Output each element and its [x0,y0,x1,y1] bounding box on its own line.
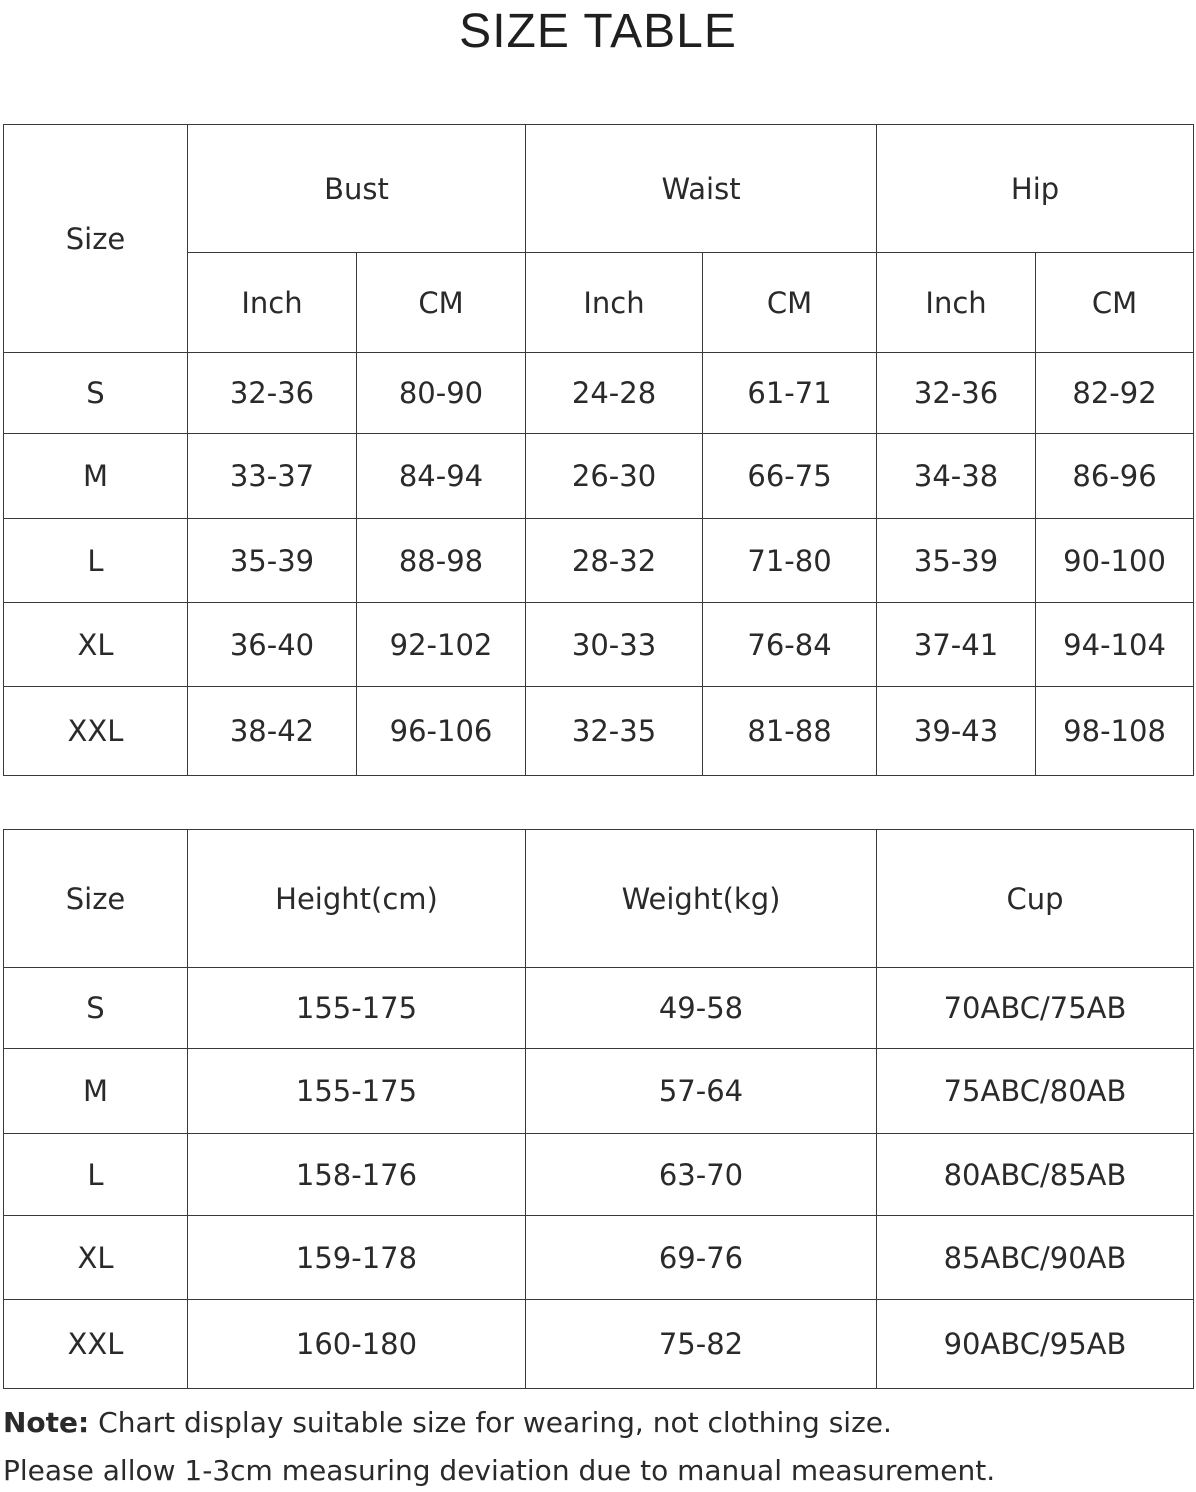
table-row [4,519,1194,603]
measurements-table [3,124,1194,776]
table-row [4,968,1194,1049]
weight-cell: 75-82 [526,1300,877,1389]
value-cell: 32-36 [877,353,1036,434]
size-cell: XXL [4,687,188,776]
value-cell: 98-108 [1036,687,1194,776]
size-cell: L [4,519,188,603]
value-cell: 36-40 [188,603,357,687]
value-cell: 61-71 [703,353,877,434]
value-cell: 81-88 [703,687,877,776]
value-cell: 71-80 [703,519,877,603]
value-cell: 39-43 [877,687,1036,776]
weight-cell: 49-58 [526,968,877,1049]
unit-header: CM [1036,253,1194,353]
cup-header: Cup [877,830,1194,968]
unit-header: Inch [877,253,1036,353]
size-header: Size [4,830,188,968]
cup-cell: 70ABC/75AB [877,968,1194,1049]
size-cell: S [4,353,188,434]
size-header: Size [4,125,188,353]
value-cell: 88-98 [357,519,526,603]
unit-header: CM [703,253,877,353]
weight-cell: 57-64 [526,1049,877,1134]
header-row [4,830,1194,968]
table-row [4,434,1194,519]
height-header: Height(cm) [188,830,526,968]
waist-header: Waist [526,125,877,253]
page-title: SIZE TABLE [459,5,737,58]
note-text-1: Chart display suitable size for wearing, not clothing size. [89,1406,892,1439]
table-row [4,1216,1194,1300]
size-cell: L [4,1134,188,1216]
bust-header: Bust [188,125,526,253]
height-cell: 159-178 [188,1216,526,1300]
note-label: Note: [3,1406,90,1439]
note-line-2: Please allow 1-3cm measuring deviation due to manual measurement. [3,1454,996,1487]
hip-header: Hip [877,125,1194,253]
value-cell: 86-96 [1036,434,1194,519]
value-cell: 38-42 [188,687,357,776]
table-row [4,687,1194,776]
size-cell: S [4,968,188,1049]
unit-header: CM [357,253,526,353]
value-cell: 35-39 [188,519,357,603]
cup-cell: 75ABC/80AB [877,1049,1194,1134]
size-cell: XL [4,603,188,687]
note-line-1 [3,1406,1193,1439]
value-cell: 82-92 [1036,353,1194,434]
value-cell: 96-106 [357,687,526,776]
value-cell: 34-38 [877,434,1036,519]
cup-cell: 85ABC/90AB [877,1216,1194,1300]
value-cell: 30-33 [526,603,703,687]
value-cell: 32-35 [526,687,703,776]
unit-header: Inch [526,253,703,353]
size-cell: XXL [4,1300,188,1389]
cup-cell: 90ABC/95AB [877,1300,1194,1389]
value-cell: 84-94 [357,434,526,519]
size-cell: M [4,1049,188,1134]
value-cell: 35-39 [877,519,1036,603]
table-row [4,603,1194,687]
table-row [4,1134,1194,1216]
cup-cell: 80ABC/85AB [877,1134,1194,1216]
value-cell: 33-37 [188,434,357,519]
value-cell: 26-30 [526,434,703,519]
value-cell: 28-32 [526,519,703,603]
value-cell: 90-100 [1036,519,1194,603]
weight-cell: 69-76 [526,1216,877,1300]
weight-header: Weight(kg) [526,830,877,968]
value-cell: 76-84 [703,603,877,687]
value-cell: 94-104 [1036,603,1194,687]
body-fit-table [3,829,1194,1389]
value-cell: 92-102 [357,603,526,687]
size-cell: M [4,434,188,519]
table-row [4,353,1194,434]
group-header-row [4,125,1194,253]
height-cell: 160-180 [188,1300,526,1389]
height-cell: 155-175 [188,968,526,1049]
value-cell: 24-28 [526,353,703,434]
table-row [4,1300,1194,1389]
size-cell: XL [4,1216,188,1300]
value-cell: 32-36 [188,353,357,434]
table-row [4,1049,1194,1134]
height-cell: 155-175 [188,1049,526,1134]
weight-cell: 63-70 [526,1134,877,1216]
unit-header: Inch [188,253,357,353]
value-cell: 80-90 [357,353,526,434]
value-cell: 37-41 [877,603,1036,687]
height-cell: 158-176 [188,1134,526,1216]
value-cell: 66-75 [703,434,877,519]
